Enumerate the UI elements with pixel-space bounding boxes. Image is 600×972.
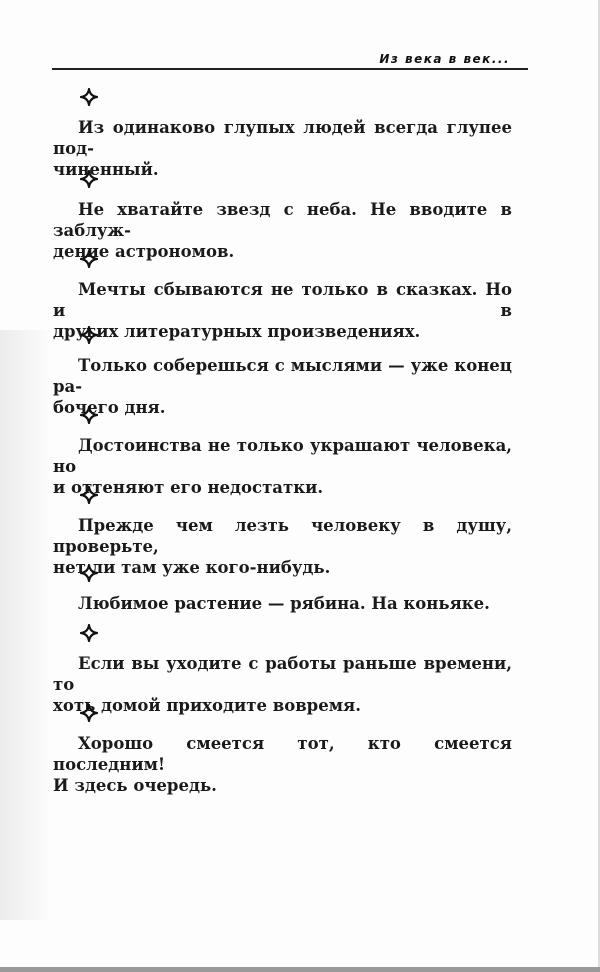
four-point-star-icon (80, 88, 98, 106)
aphorism-paragraph (53, 199, 512, 262)
aphorism-paragraph (53, 355, 512, 418)
four-point-star-icon (80, 564, 98, 582)
aphorism-paragraph (53, 515, 512, 578)
text-line: Хорошо смеется тот, кто смеется последним! (53, 734, 512, 774)
four-point-star-icon (80, 704, 98, 722)
running-head: Из века в век... (379, 52, 510, 66)
four-point-star-icon (80, 406, 98, 424)
text-line: хоть домой приходите вовремя. (53, 696, 361, 715)
four-point-star-icon (80, 170, 98, 188)
aphorism-paragraph (53, 117, 512, 180)
aphorism-paragraph (53, 435, 512, 498)
header-rule (52, 68, 528, 70)
text-line: Только соберешься с мыслями — уже конец ра- (53, 356, 512, 396)
text-line: и оттеняют его недостатки. (53, 478, 324, 497)
bottom-bar (0, 967, 600, 972)
aphorism-paragraph (53, 279, 512, 342)
four-point-star-icon (80, 250, 98, 268)
text-line: Прежде чем лезть человеку в душу, проверьте, (53, 516, 512, 556)
text-line: И здесь очередь. (53, 776, 217, 795)
text-line: бочего дня. (53, 398, 166, 417)
text-line: Мечты сбываются не только в сказках. Но и в (53, 280, 512, 320)
text-line: Достоинства не только украшают человека, но (53, 436, 512, 476)
four-point-star-icon (80, 486, 98, 504)
aphorism-paragraph (53, 733, 512, 796)
aphorism-paragraph (53, 593, 512, 614)
text-line: Если вы уходите с работы раньше времени, то (53, 654, 512, 694)
text-line: Из одинаково глупых людей всегда глупее под- (53, 118, 512, 158)
text-line: Не хватайте звезд с неба. Не вводите в заблуж- (53, 200, 512, 240)
scan-shadow (0, 330, 48, 920)
four-point-star-icon (80, 624, 98, 642)
aphorism-paragraph (53, 653, 512, 716)
text-line: Любимое растение — рябина. На коньяке. (78, 594, 490, 613)
text-line: нет ли там уже кого-нибудь. (53, 558, 331, 577)
text-line: чиненный. (53, 160, 159, 179)
text-line: других литературных произведениях. (53, 322, 421, 341)
text-line: дение астрономов. (53, 242, 235, 261)
four-point-star-icon (80, 326, 98, 344)
